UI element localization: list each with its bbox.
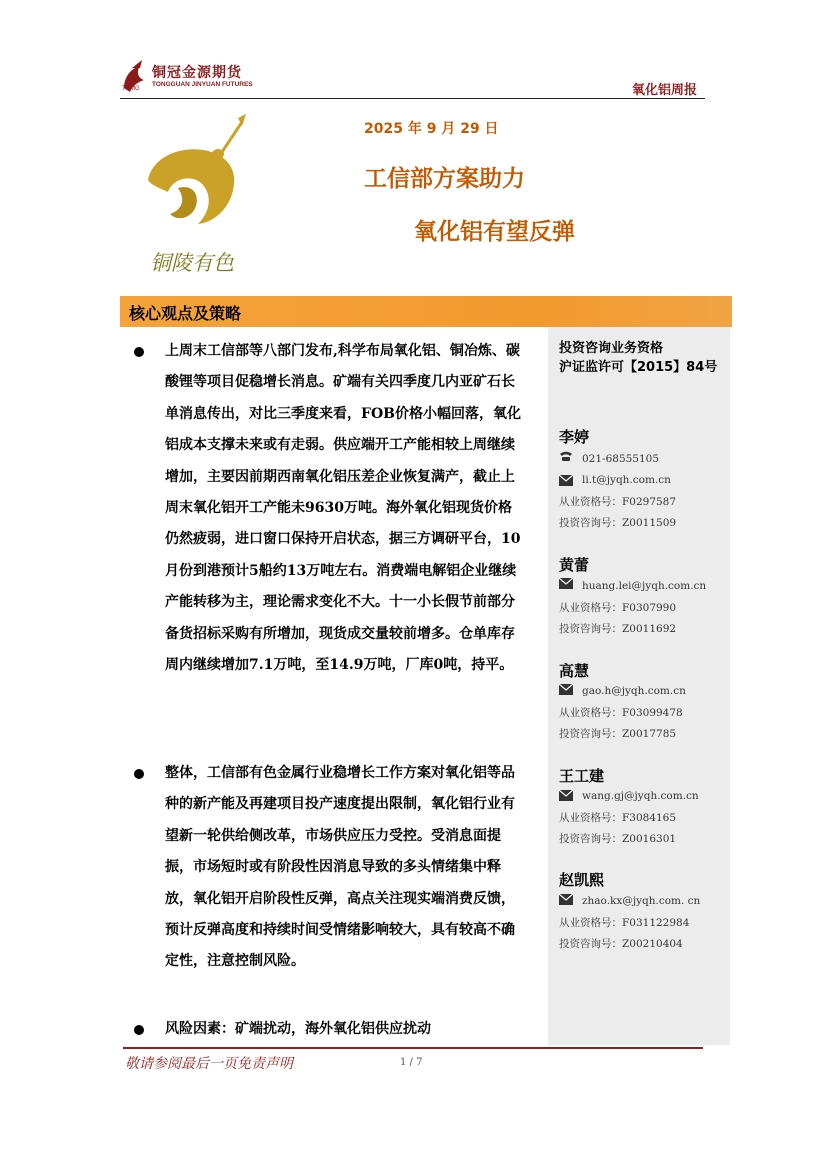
paragraph-market-summary: 上周末工信部等八部门发布,科学布局氧化铝、铜冶炼、碳酸锂等项目促稳增长消息。矿端有关四季度几内亚矿石长单消息传出，对比三季度来看，FOB价格小幅回落，氧化铝成本支撑未来或有走弱。供应端开工产能相较上周继续增加，主要因前期西南氧化铝压差企业恢复满产，截止上周末氧化铝开工产能未9630万吨。海外氧化铝现货价格仍然疲弱，进口窗口保持开启状态，据三方调研平台，10月份到港预计5船约13万吨左右。消费端电解铝企业继续产能转移为主，理论需求变化不大。十一小长假节前部分备货招标采购有所增加，现货成交量较前增多。仓单库存周内继续增加7.1万吨，至14.9万吨，厂库0吨，持平。	[165, 343, 521, 674]
header-divider	[120, 98, 705, 99]
brand-abbr: TNMG	[122, 86, 140, 92]
analyst-email[interactable]: li.t@jyqh.com.cn	[582, 474, 671, 486]
paragraph-overall-view: 整体，工信部有色金属行业稳增长工作方案对氧化铝等品种的新产能及再建项目投产速度提出限制，氧化铝行业有望新一轮供给侧改革，市场供应压力受控。受消息面提振，市场短时或有阶段性因消息导致的多头情绪集中释放，氧化铝开启阶段性反弹，高点关注现实端消费反馈，预计反弹高度和持续时间受情绪影响较大，具有较高不确定性，注意控制风险。	[165, 765, 515, 970]
report-type: 氧化铝周报	[631, 83, 697, 98]
qualification-block	[559, 339, 727, 377]
analyst-name: 赵凯熙	[559, 871, 605, 889]
analyst-qualification-no: 从业资格号：F0297587	[559, 496, 677, 508]
report-title-line2: 氧化铝有望反弹	[414, 219, 575, 245]
analyst-email[interactable]: gao.h@jyqh.com.cn	[582, 685, 686, 697]
email-icon	[559, 578, 573, 589]
email-icon	[559, 790, 573, 801]
analyst-qualification-no: 从业资格号：F03099478	[559, 707, 683, 719]
analyst-name: 高慧	[559, 662, 590, 680]
brand-name-en: TONGGUAN JINYUAN FUTURES	[152, 81, 253, 88]
analyst-advisory-no: 投资咨询号：Z00210404	[559, 938, 683, 950]
email-icon	[559, 894, 573, 905]
paragraph-risk-factors: 风险因素：矿端扰动，海外氧化铝供应扰动	[165, 1021, 431, 1037]
analyst-advisory-no: 投资咨询号：Z0016301	[559, 833, 677, 845]
analyst-phone: 021-68555105	[582, 453, 660, 465]
page-number: 1 / 7	[400, 1057, 423, 1068]
brand-name-cn: 铜冠金源期货	[152, 65, 242, 81]
phone-icon	[559, 451, 573, 462]
report-title-line1: 工信部方案助力	[364, 166, 525, 192]
bullet-icon	[134, 347, 144, 357]
report-date: 2025 年 9 月 29 日	[364, 121, 499, 137]
qualification-line1: 投资咨询业务资格	[559, 341, 664, 356]
disclaimer-note: 敬请参阅最后一页免责声明	[125, 1056, 293, 1072]
analyst-qualification-no: 从业资格号：F031122984	[559, 917, 690, 929]
analyst-email[interactable]: wang.gj@jyqh.com.cn	[582, 790, 699, 802]
tongling-nonferrous-logo-icon	[138, 110, 268, 280]
analyst-email[interactable]: huang.lei@jyqh.com.cn	[582, 580, 707, 592]
analyst-name: 王工建	[559, 767, 605, 785]
bullet-icon	[134, 1025, 144, 1035]
analyst-qualification-no: 从业资格号：F0307990	[559, 602, 677, 614]
analyst-advisory-no: 投资咨询号：Z0017785	[559, 728, 677, 740]
logo-calligraphy-text: 铜陵有色	[150, 251, 234, 275]
email-icon	[559, 684, 573, 695]
analyst-name: 黄蕾	[559, 556, 590, 574]
bullet-icon	[134, 769, 144, 779]
analyst-name: 李婷	[559, 428, 590, 446]
footer-divider	[123, 1047, 703, 1049]
analyst-advisory-no: 投资咨询号：Z0011692	[559, 623, 677, 635]
email-icon	[559, 475, 573, 486]
analyst-advisory-no: 投资咨询号：Z0011509	[559, 517, 677, 529]
section-header-bar	[120, 296, 732, 327]
qualification-line2: 沪证监许可【2015】84号	[559, 360, 718, 375]
analyst-qualification-no: 从业资格号：F3084165	[559, 812, 677, 824]
section-title: 核心观点及策略	[129, 304, 242, 323]
analyst-email[interactable]: zhao.kx@jyqh.com. cn	[582, 895, 701, 907]
